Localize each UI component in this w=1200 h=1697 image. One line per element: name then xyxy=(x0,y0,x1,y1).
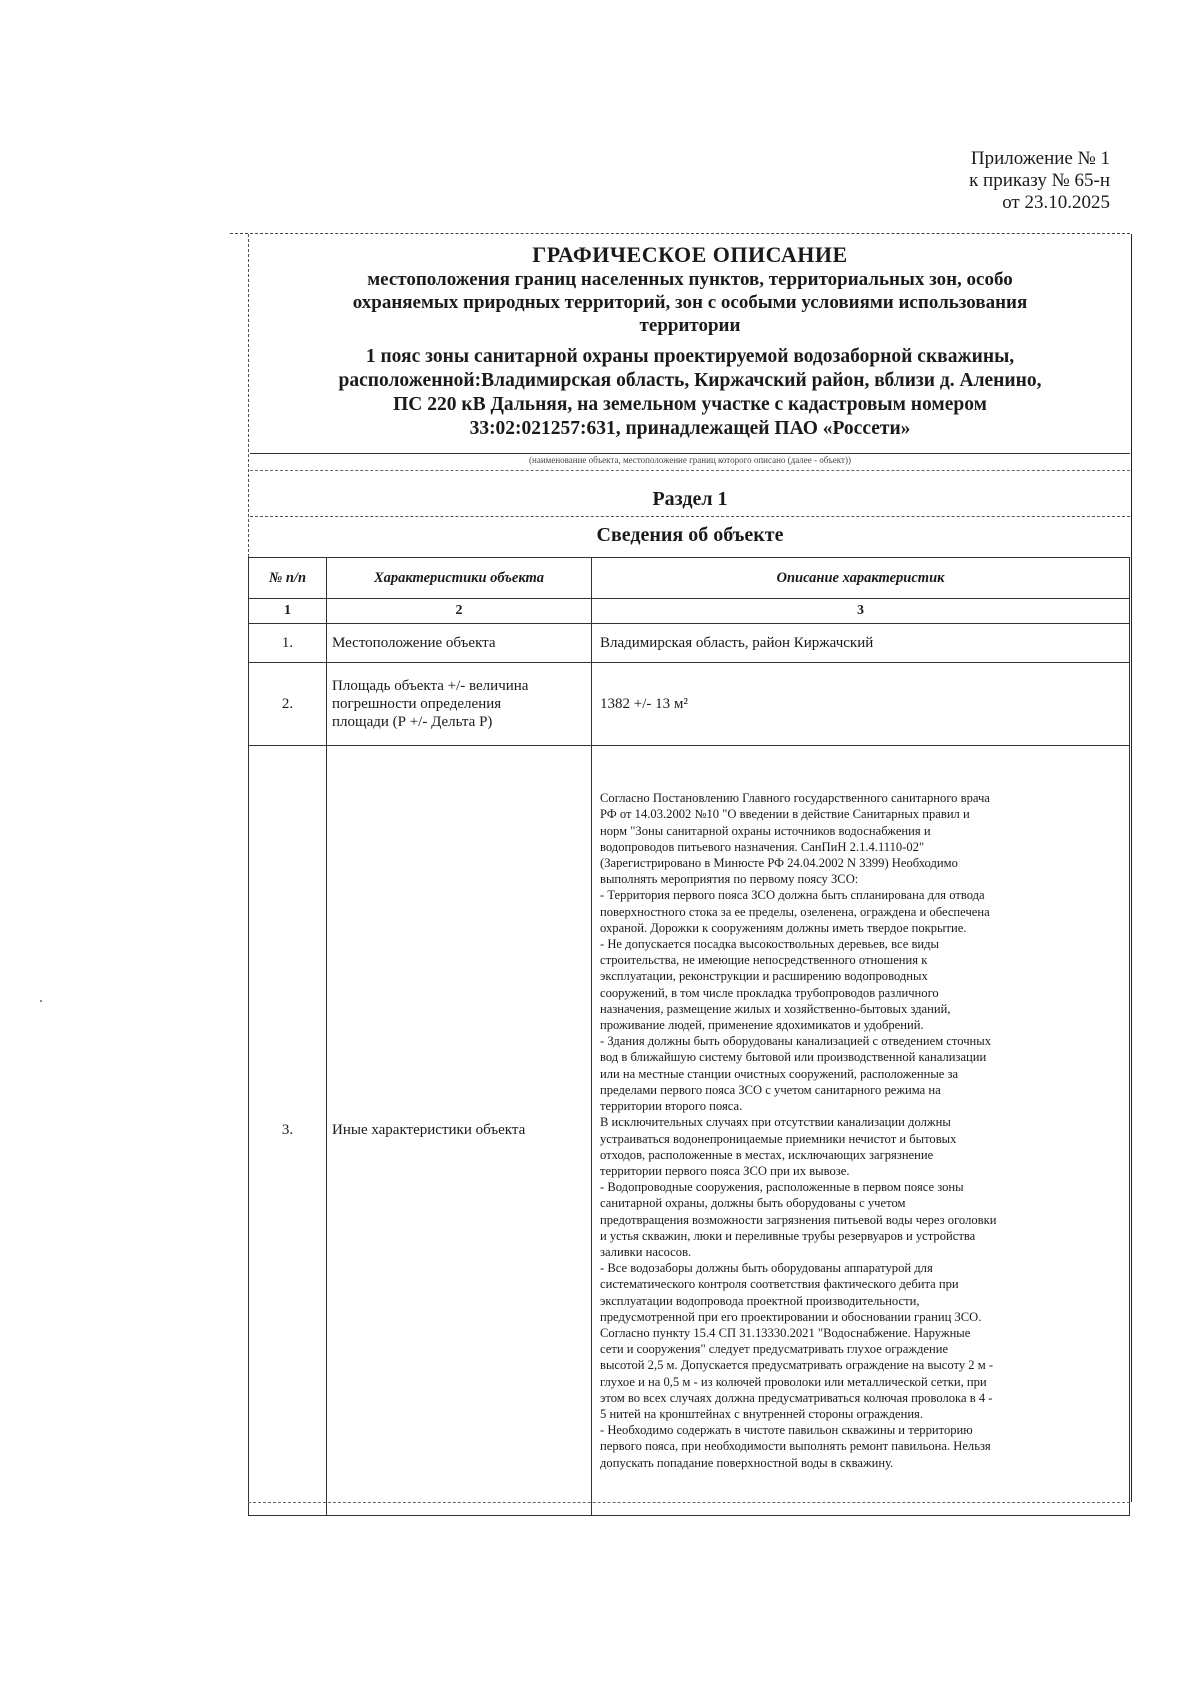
requirement-line: территории второго пояса. xyxy=(600,1099,743,1114)
object-line: 33:02:021257:631, принадлежащей ПАО «Россети» xyxy=(469,418,911,439)
requirement-line: В исключительных случаях при отсутствии канализации должны xyxy=(600,1115,951,1130)
requirement-line: сооружений, в том числе прокладка трубопроводов различного xyxy=(600,985,939,1000)
column-header: Описание характеристик xyxy=(592,558,1130,599)
row-number: 1. xyxy=(249,624,327,663)
object-line: расположенной:Владимирская область, Киржачский район, вблизи д. Аленино, xyxy=(338,370,1042,391)
name-line: площади (Р +/- Дельта Р) xyxy=(332,714,493,730)
section-label: Раздел 1 xyxy=(652,488,728,510)
requirement-line: санитарной охраны, должны быть оборудованы с учетом xyxy=(600,1196,906,1211)
document-title: ГРАФИЧЕСКОЕ ОПИСАНИЕ xyxy=(532,242,848,267)
requirement-line: эксплуатации водопровода проектной производительности, xyxy=(600,1293,920,1308)
characteristic-value xyxy=(592,746,1130,1516)
characteristic-name: Местоположение объекта xyxy=(327,624,592,663)
requirement-line: назначения, размещение жилых и хозяйственно-бытовых зданий, xyxy=(600,1001,951,1016)
characteristic-value: Владимирская область, район Киржачский xyxy=(592,624,1130,663)
requirement-line: Согласно Постановлению Главного государственного санитарного врача xyxy=(600,791,990,806)
requirement-line: пределами первого пояса ЗСО с учетом санитарного режима на xyxy=(600,1082,941,1097)
requirement-line: РФ от 14.03.2002 №10 "О введении в действие Санитарных правил и xyxy=(600,807,970,822)
column-number: 3 xyxy=(592,599,1130,624)
requirement-line: - Все водозаборы должны быть оборудованы аппаратурой для xyxy=(600,1261,933,1276)
name-line: погрешности определения xyxy=(332,696,502,712)
section-divider xyxy=(250,516,1130,517)
caption-divider xyxy=(250,470,1130,471)
column-number-row xyxy=(249,599,1130,624)
characteristic-name xyxy=(327,663,592,746)
requirement-line: первого пояса, при необходимости выполнять ремонт павильона. Нельзя xyxy=(600,1439,991,1454)
column-header: Характеристики объекта xyxy=(327,558,592,599)
title-block xyxy=(250,242,1130,441)
requirement-line: устраиваться водонепроницаемые приемники нечистот и бытовых xyxy=(600,1131,957,1146)
requirement-line: - Здания должны быть оборудованы канализацией с отведением сточных xyxy=(600,1034,992,1049)
table-header-row xyxy=(249,558,1130,599)
column-number: 1 xyxy=(249,599,327,624)
requirement-line: вод в ближайшую систему бытовой или производственной канализации xyxy=(600,1050,987,1065)
characteristic-name: Иные характеристики объекта xyxy=(327,746,592,1516)
row-number: 3. xyxy=(249,746,327,1516)
table-row xyxy=(249,663,1130,746)
column-header: № п/п xyxy=(249,558,327,599)
table-row xyxy=(249,624,1130,663)
requirement-line: выполнять мероприятия по первому поясу ЗСО: xyxy=(600,872,859,887)
requirement-line: высотой 2,5 м. Допускается предусматривать ограждение на высоту 2 м - xyxy=(600,1358,994,1373)
requirement-line: этом во всех случаях должна предусматриваться колючая проволока в 4 - xyxy=(600,1390,993,1405)
requirement-line: (Зарегистрировано в Минюсте РФ 24.04.2002 N 3399) Необходимо xyxy=(600,856,958,871)
requirement-line: допускать попадание поверхностной воды в скважину. xyxy=(600,1455,894,1470)
requirement-line: - Не допускается посадка высокоствольных деревьев, все виды xyxy=(600,937,940,952)
requirement-line: охраной. Дорожки к сооружениям должны иметь твердое покрытие. xyxy=(600,920,967,935)
requirement-line: глухое и на 0,5 м - из колючей проволоки или металлической сетки, при xyxy=(600,1374,987,1389)
annex-number: Приложение № 1 xyxy=(970,148,1110,169)
requirement-line: поверхностного стока за ее пределы, озеленена, ограждена и обеспечена xyxy=(600,904,990,919)
table-row xyxy=(249,746,1130,1516)
requirement-line: отходов, расположенные в местах, исключающих загрязнение xyxy=(600,1147,934,1162)
requirement-line: строительства, не имеющие непосредственного отношения к xyxy=(600,953,928,968)
requirement-line: сети и сооружения" следует предусматривать глухое ограждение xyxy=(600,1342,949,1357)
column-number: 2 xyxy=(327,599,592,624)
title-sub-line: охраняемых природных территорий, зон с особыми условиями использования xyxy=(352,292,1028,313)
title-sub-line: местоположения границ населенных пунктов, территориальных зон, особо xyxy=(367,269,1013,290)
annex-reference xyxy=(900,148,1110,214)
requirement-line: водопроводов питьевого назначения. СанПиН 2.1.4.1110-02" xyxy=(600,839,925,854)
section-heading: Сведения об объекте xyxy=(596,524,784,546)
requirement-line: норм "Зоны санитарной охраны источников водоснабжения и xyxy=(600,823,931,838)
bottom-border xyxy=(248,1502,1130,1503)
order-number: к приказу № 65-н xyxy=(969,170,1110,191)
requirement-line: эксплуатации, реконструкции и расширению водопроводных xyxy=(600,969,928,984)
scan-mark xyxy=(40,1000,42,1002)
requirement-line: территории первого пояса ЗСО при их вывозе. xyxy=(600,1163,850,1178)
object-line: ПС 220 кВ Дальняя, на земельном участке с кадастровым номером xyxy=(393,394,987,415)
requirement-line: предусмотренной при его проектировании и обосновании границ ЗСО. xyxy=(600,1309,982,1324)
requirement-line: заливки насосов. xyxy=(600,1244,692,1259)
requirement-line: и устья скважин, люки и переливные трубы резервуаров и устройства xyxy=(600,1228,976,1243)
row-number: 2. xyxy=(249,663,327,746)
requirement-line: - Территория первого пояса ЗСО должна быть спланирована для отвода xyxy=(600,888,985,903)
requirement-line: или на местные станции очистных сооружений, расположенные за xyxy=(600,1066,959,1081)
object-line: 1 пояс зоны санитарной охраны проектируемой водозаборной скважины, xyxy=(365,346,1015,367)
requirement-line: Согласно пункту 15.4 СП 31.13330.2021 "Водоснабжение. Наружные xyxy=(600,1325,971,1340)
name-line: Площадь объекта +/- величина xyxy=(332,678,529,694)
requirement-line: систематического контроля соответствия фактического дебита при xyxy=(600,1277,959,1292)
order-date: от 23.10.2025 xyxy=(1002,192,1110,213)
requirements-text xyxy=(600,790,1123,1471)
characteristic-value: 1382 +/- 13 м² xyxy=(592,663,1130,746)
object-info-table xyxy=(248,557,1130,1516)
requirement-line: проживание людей, применение ядохимикатов и удобрений. xyxy=(600,1018,924,1033)
requirement-line: предотвращения возможности загрязнения питьевой воды через оголовки xyxy=(600,1212,997,1227)
requirement-line: - Необходимо содержать в чистоте павильон скважины и территорию xyxy=(600,1423,973,1438)
requirement-line: - Водопроводные сооружения, расположенные в первом поясе зоны xyxy=(600,1180,964,1195)
object-caption: (наименование объекта, местоположение границ которого описано (далее - объект)) xyxy=(250,453,1130,465)
title-sub-line: территории xyxy=(639,315,741,336)
requirement-line: 5 нитей на кронштейнах с внутренней стороны ограждения. xyxy=(600,1406,923,1421)
